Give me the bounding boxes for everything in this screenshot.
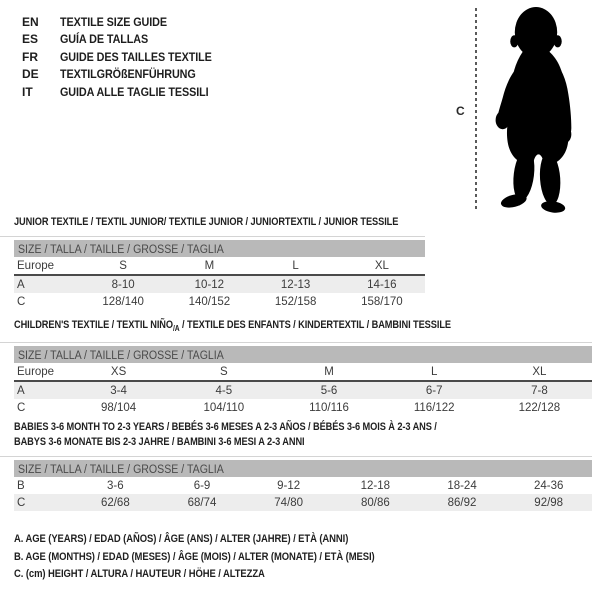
row-label: Europe: [17, 259, 55, 272]
size-cell: M: [324, 365, 334, 378]
babies-title-line2: BABYS 3-6 MONATE BIS 2-3 JAHRE / BAMBINI 3-6 MESI A 2-3 ANNI: [14, 435, 305, 448]
title-part: CHILDREN'S TEXTILE / TEXTIL NIÑO: [14, 319, 173, 331]
footnote-c: C. (cm) HEIGHT / ALTURA / HAUTEUR / HÖHE / ALTEZZA: [14, 568, 265, 580]
language-row-de: [22, 66, 229, 84]
height-cell: 68/74: [187, 496, 217, 509]
language-row-fr: [22, 48, 229, 66]
row-label: A: [17, 384, 25, 397]
language-title-list: [22, 13, 229, 101]
size-header-bar: [14, 240, 425, 257]
size-cell: L: [292, 259, 299, 272]
language-row-es: [22, 31, 229, 49]
size-cell: M: [204, 259, 215, 272]
months-cell: 12-18: [360, 479, 391, 492]
size-cell: L: [431, 365, 438, 378]
height-cell: 86/92: [447, 496, 477, 509]
height-cell: 92/98: [534, 496, 564, 509]
height-cell: 140/152: [188, 295, 231, 308]
height-cell: 128/140: [102, 295, 144, 308]
language-code: IT: [22, 84, 33, 99]
language-code: DE: [22, 67, 39, 82]
height-cell: 116/122: [413, 401, 455, 414]
age-cell: 7-8: [531, 384, 548, 397]
height-cell: 74/80: [274, 496, 304, 509]
row-label: C: [17, 496, 26, 509]
babies-table-title: [14, 420, 437, 449]
months-cell: 24-36: [533, 479, 564, 492]
divider-rule: [0, 236, 425, 237]
months-cell: 6-9: [193, 479, 211, 492]
size-cell: S: [219, 365, 228, 378]
footnote-a: A. AGE (YEARS) / EDAD (AÑOS) / ÂGE (ANS) / ALTER (JAHRE) / ETÀ (ANNI): [14, 533, 349, 545]
children-table-title: [14, 319, 451, 333]
size-cell: S: [119, 259, 127, 272]
row-label: Europe: [17, 365, 55, 378]
title-part: / TEXTILE DES ENFANTS / KINDERTEXTIL / BAMBINI TESSILE: [179, 319, 451, 331]
table-row-europe: [14, 257, 425, 274]
age-cell: 3-4: [110, 384, 127, 397]
divider-rule: [0, 456, 592, 457]
language-code: FR: [22, 49, 38, 64]
height-measure-label: C: [456, 104, 465, 118]
size-cell: XL: [374, 259, 389, 272]
size-header-bar: [14, 460, 592, 477]
size-header-label: SIZE / TALLA / TAILLE / GRÖSSE / TAGLIA: [18, 244, 224, 256]
junior-table-title: JUNIOR TEXTILE / TEXTIL JUNIOR/ TEXTILE JUNIOR / JUNIORTEXTIL / JUNIOR TESSILE: [14, 216, 399, 228]
table-row-age: [14, 382, 592, 399]
language-row-en: [22, 13, 229, 31]
language-title: TEXTILE SIZE GUIDE: [60, 14, 168, 29]
table-row-height: [14, 494, 592, 511]
height-cell: 158/170: [361, 295, 403, 308]
babies-title-line1: BABIES 3-6 MONTH TO 2-3 YEARS / BEBÉS 3-6 MESES A 2-3 AÑOS / BÉBÉS 3-6 MOIS À 2-3 ANS /: [14, 421, 437, 433]
age-cell: 12-13: [280, 278, 311, 291]
height-cell: 110/116: [309, 401, 349, 414]
table-row-height: [14, 293, 425, 310]
language-row-it: [22, 83, 229, 101]
size-cell: XL: [532, 365, 547, 378]
babies-size-table: [14, 456, 592, 511]
title-subscript: /A: [172, 324, 180, 334]
children-size-table: [14, 342, 592, 416]
language-code: ES: [22, 32, 39, 47]
table-row-months: [14, 477, 592, 494]
legend-footnotes: [14, 531, 433, 584]
height-cell: 152/158: [274, 295, 317, 308]
row-label: A: [17, 278, 25, 291]
language-code: EN: [22, 14, 39, 29]
size-header-bar: [14, 346, 592, 363]
language-title: GUIDE DES TAILLES TEXTILE: [60, 49, 212, 64]
table-row-europe: [14, 363, 592, 380]
height-cell: 98/104: [101, 401, 137, 414]
months-cell: 18-24: [447, 479, 477, 492]
size-cell: XS: [110, 365, 127, 378]
height-cell: 104/110: [203, 401, 245, 414]
months-cell: 9-12: [277, 479, 301, 492]
junior-size-table: [14, 236, 425, 310]
row-label: C: [17, 401, 26, 414]
table-row-age: [14, 276, 425, 293]
size-header-label: SIZE / TALLA / TAILLE / GRÖSSE / TAGLIA: [18, 464, 224, 476]
age-cell: 4-5: [215, 384, 233, 397]
divider-rule: [0, 342, 592, 343]
toddler-silhouette: [486, 5, 588, 213]
language-title: GUÍA DE TALLAS: [60, 32, 149, 47]
row-label: B: [17, 479, 25, 492]
age-cell: 8-10: [111, 278, 135, 291]
age-cell: 10-12: [194, 278, 225, 291]
age-cell: 5-6: [320, 384, 338, 397]
height-cell: 62/68: [100, 496, 130, 509]
age-cell: 6-7: [425, 384, 443, 397]
height-cell: 80/86: [360, 496, 390, 509]
footnote-b: B. AGE (MONTHS) / EDAD (MESES) / ÂGE (MOIS) / ALTER (MONATE) / ETÀ (MESI): [14, 550, 375, 563]
size-header-label: SIZE / TALLA / TAILLE / GRÖSSE / TAGLIA: [18, 350, 224, 362]
age-cell: 14-16: [367, 278, 397, 291]
language-title: TEXTILGRÖßENFÜHRUNG: [60, 67, 196, 82]
height-cell: 122/128: [518, 401, 561, 414]
months-cell: 3-6: [107, 479, 124, 492]
height-measure-dashed-line: [475, 8, 477, 210]
table-row-height: [14, 399, 592, 416]
language-title: GUIDA ALLE TAGLIE TESSILI: [60, 84, 209, 99]
row-label: C: [17, 295, 26, 308]
